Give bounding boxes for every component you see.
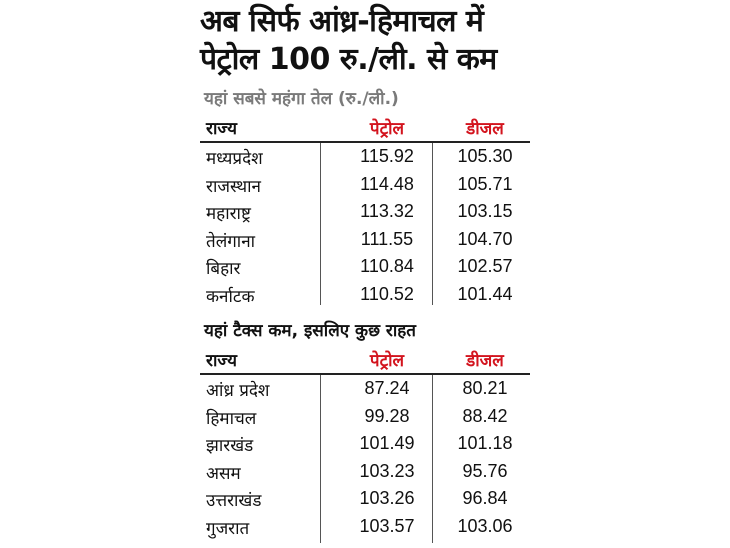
table-row bbox=[200, 485, 530, 513]
section-2-table-body bbox=[200, 375, 530, 540]
state-name-cell: हिमाचल bbox=[206, 408, 257, 429]
petrol-price-cell: 103.26 bbox=[359, 488, 415, 508]
section-1-title: यहां सबसे महंगा तेल (रु./ली.) bbox=[204, 89, 399, 109]
diesel-price-cell: 103.06 bbox=[457, 515, 513, 536]
table-row bbox=[200, 281, 530, 309]
table-row bbox=[200, 171, 530, 199]
table-row bbox=[200, 430, 530, 458]
column-header-diesel: डीजल bbox=[466, 119, 504, 139]
column-header-petrol: पेट्रोल bbox=[369, 351, 405, 371]
table-row bbox=[200, 513, 530, 541]
petrol-price-cell: 110.52 bbox=[360, 283, 414, 304]
state-name-cell: उत्तराखंड bbox=[206, 491, 262, 511]
section-1-header-row bbox=[200, 112, 530, 140]
state-name-cell: झारखंड bbox=[206, 436, 254, 456]
state-name-cell: राजस्थान bbox=[206, 176, 261, 197]
petrol-price-cell: 115.92 bbox=[360, 146, 414, 166]
column-header-petrol: पेट्रोल bbox=[369, 119, 405, 139]
headline-line-2: पेट्रोल 100 रु./ली. से कम bbox=[200, 42, 497, 77]
column-header-state: राज्य bbox=[206, 119, 237, 139]
column-header-state: राज्य bbox=[206, 351, 237, 371]
petrol-price-cell: 113.32 bbox=[360, 201, 414, 221]
table-row bbox=[200, 143, 530, 171]
table-row bbox=[200, 226, 530, 254]
section-2-title: यहां टैक्स कम, इसलिए कुछ राहत bbox=[204, 321, 416, 341]
fuel-price-graphic bbox=[200, 0, 530, 548]
diesel-price-cell: 104.70 bbox=[457, 228, 513, 249]
petrol-price-cell: 87.24 bbox=[364, 378, 410, 398]
diesel-price-cell: 95.76 bbox=[462, 460, 508, 481]
table-row bbox=[200, 403, 530, 431]
table-row bbox=[200, 458, 530, 486]
diesel-price-cell: 102.57 bbox=[457, 256, 513, 276]
table-row bbox=[200, 198, 530, 226]
petrol-price-cell: 99.28 bbox=[364, 405, 410, 426]
state-name-cell: आंध्र प्रदेश bbox=[206, 381, 270, 401]
state-name-cell: मध्यप्रदेश bbox=[206, 149, 263, 169]
headline-line-1: अब सिर्फ आंध्र-हिमाचल में bbox=[200, 4, 484, 39]
petrol-price-cell: 103.57 bbox=[359, 515, 415, 536]
petrol-price-cell: 114.48 bbox=[360, 173, 414, 194]
section-1-table-body bbox=[200, 143, 530, 308]
state-name-cell: बिहार bbox=[206, 259, 241, 279]
table-row bbox=[200, 253, 530, 281]
diesel-price-cell: 96.84 bbox=[462, 488, 508, 508]
state-name-cell: गुजरात bbox=[206, 518, 250, 539]
diesel-price-cell: 105.30 bbox=[457, 146, 513, 166]
diesel-price-cell: 101.18 bbox=[457, 433, 513, 453]
diesel-price-cell: 88.42 bbox=[462, 405, 508, 426]
diesel-price-cell: 101.44 bbox=[457, 283, 513, 304]
petrol-price-cell: 111.55 bbox=[360, 228, 414, 249]
state-name-cell: तेलंगाना bbox=[206, 231, 256, 252]
petrol-price-cell: 103.23 bbox=[359, 460, 415, 481]
state-name-cell: असम bbox=[206, 463, 241, 484]
diesel-price-cell: 103.15 bbox=[457, 201, 513, 221]
diesel-price-cell: 105.71 bbox=[457, 173, 513, 194]
diesel-price-cell: 80.21 bbox=[462, 378, 508, 398]
section-2-header-row bbox=[200, 344, 530, 372]
state-name-cell: महाराष्ट्र bbox=[206, 204, 251, 224]
table-row bbox=[200, 375, 530, 403]
petrol-price-cell: 101.49 bbox=[359, 433, 415, 453]
column-header-diesel: डीजल bbox=[466, 351, 504, 371]
state-name-cell: कर्नाटक bbox=[206, 286, 255, 307]
petrol-price-cell: 110.84 bbox=[360, 256, 414, 276]
